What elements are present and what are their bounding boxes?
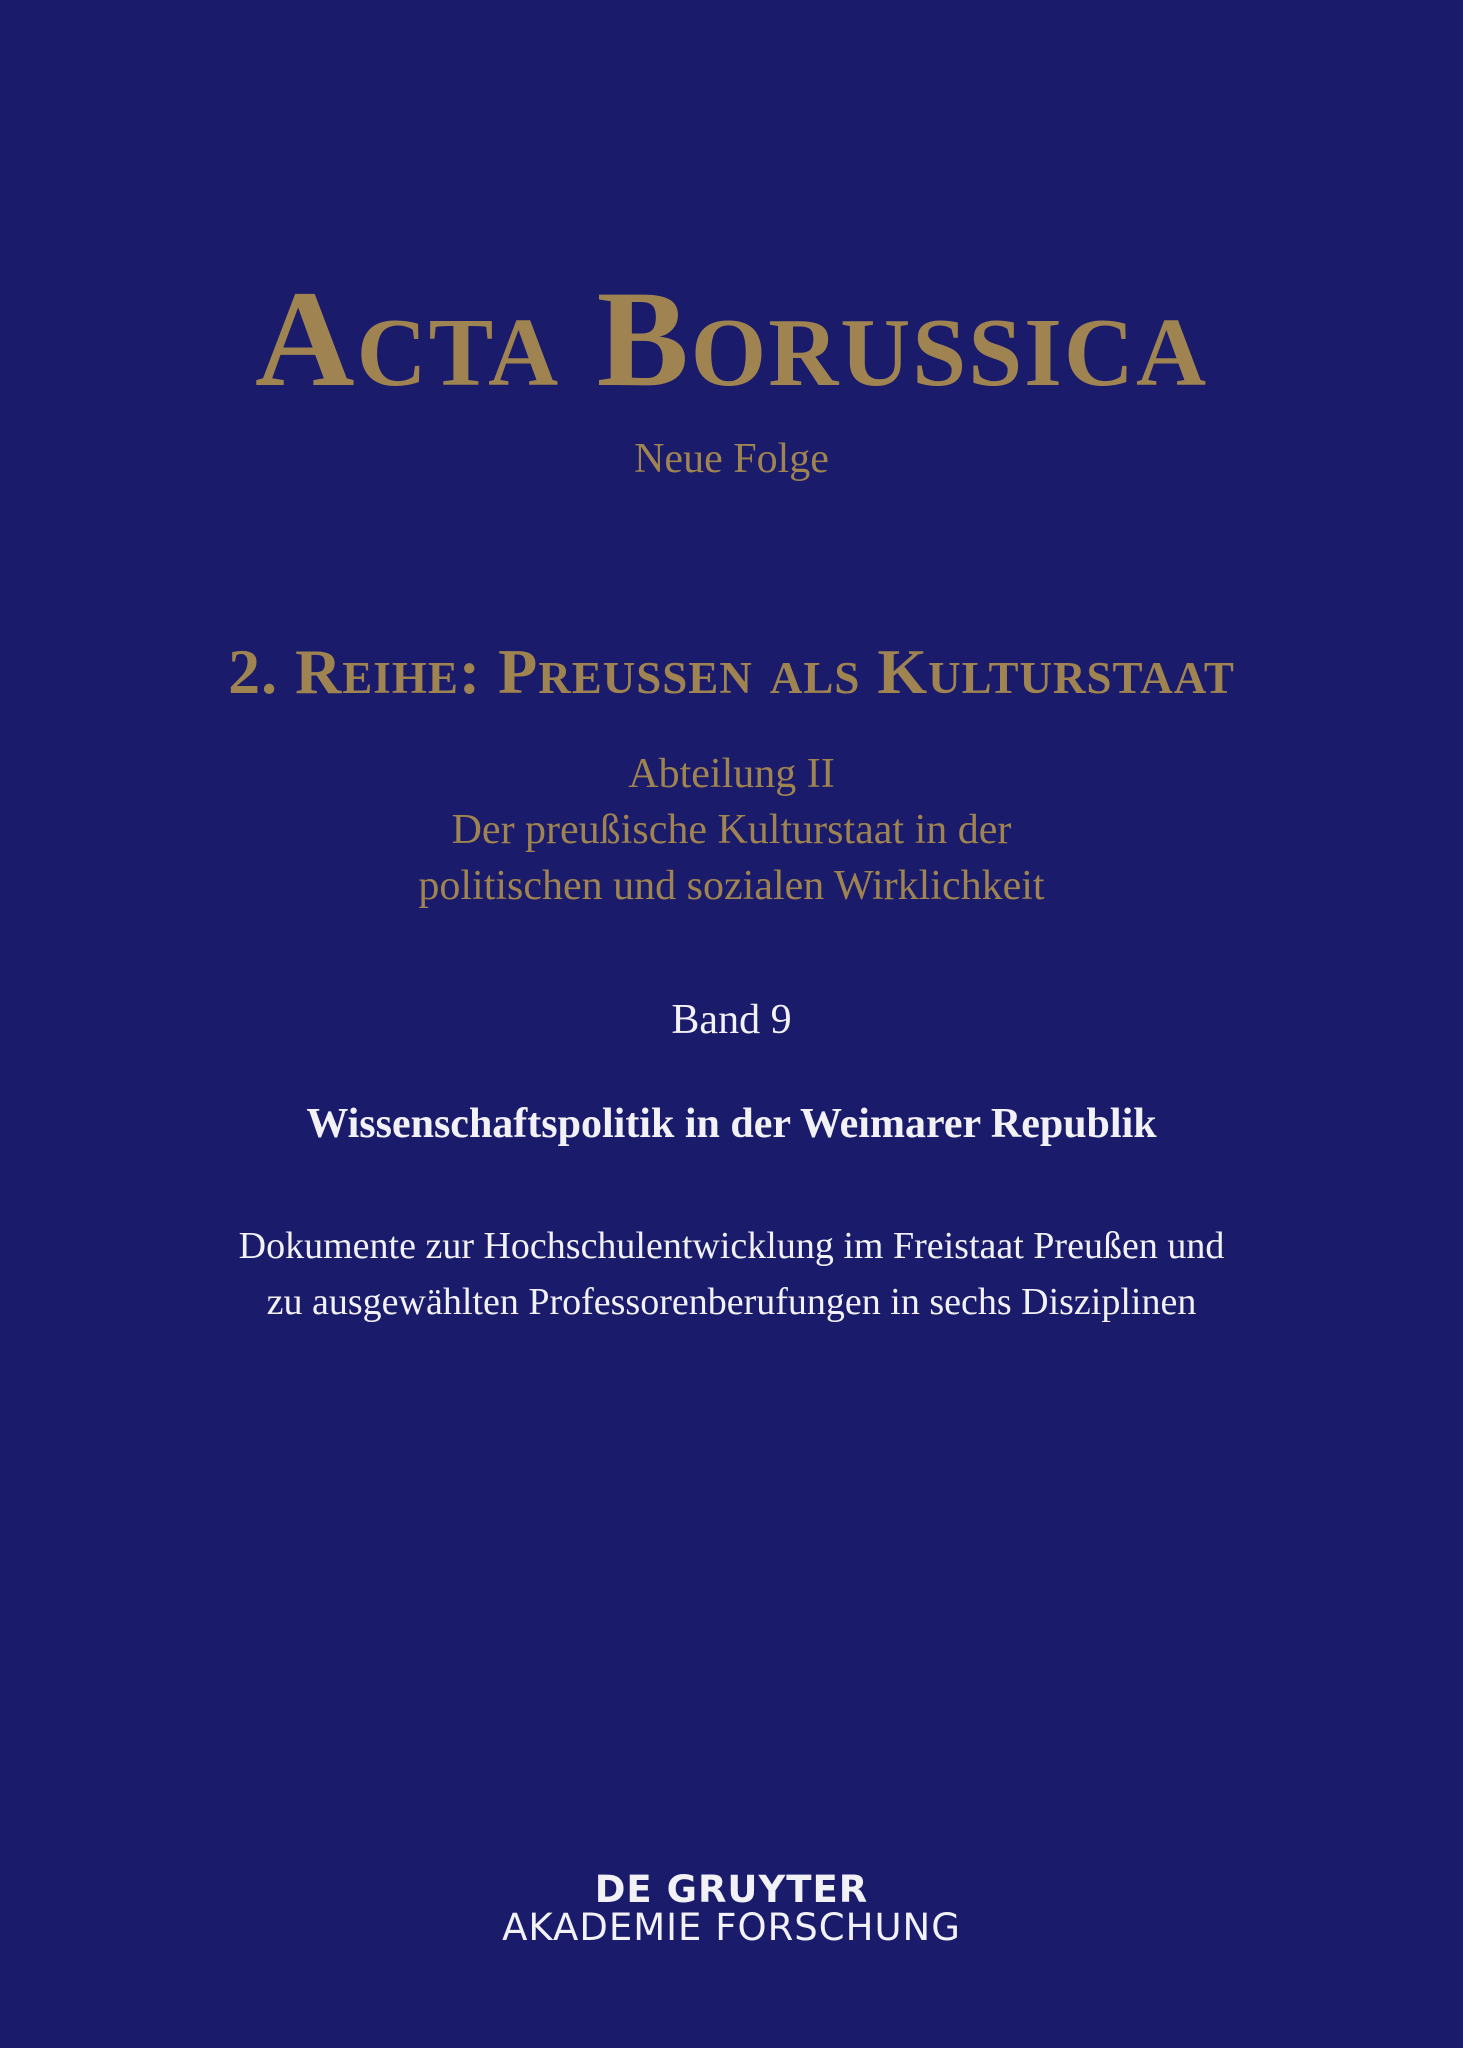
series-title: Acta Borussica xyxy=(254,262,1209,415)
department-title-line-1: Der preußische Kulturstaat in der xyxy=(451,807,1012,853)
book-subtitle-line-2: zu ausgewählten Professorenberufungen in sechs Disziplinen xyxy=(266,1281,1197,1323)
book-subtitle xyxy=(0,1218,1463,1330)
department-title-line-2: politischen und sozialen Wirklichkeit xyxy=(418,863,1045,909)
row-title: 2. Reihe: Preussen als Kulturstaat xyxy=(228,636,1235,707)
department-label: Abteilung II xyxy=(628,751,835,797)
volume-number: Band 9 xyxy=(671,997,792,1043)
book-title: Wissenschaftspolitik in der Weimarer Republik xyxy=(306,1101,1157,1147)
publisher-name: DE GRUYTER xyxy=(594,1868,869,1911)
publisher-imprint: AKADEMIE FORSCHUNG xyxy=(502,1906,961,1949)
series-subtitle: Neue Folge xyxy=(634,436,829,482)
department-block xyxy=(0,746,1463,914)
book-subtitle-line-1: Dokumente zur Hochschulentwicklung im Freistaat Preußen und xyxy=(238,1225,1225,1267)
